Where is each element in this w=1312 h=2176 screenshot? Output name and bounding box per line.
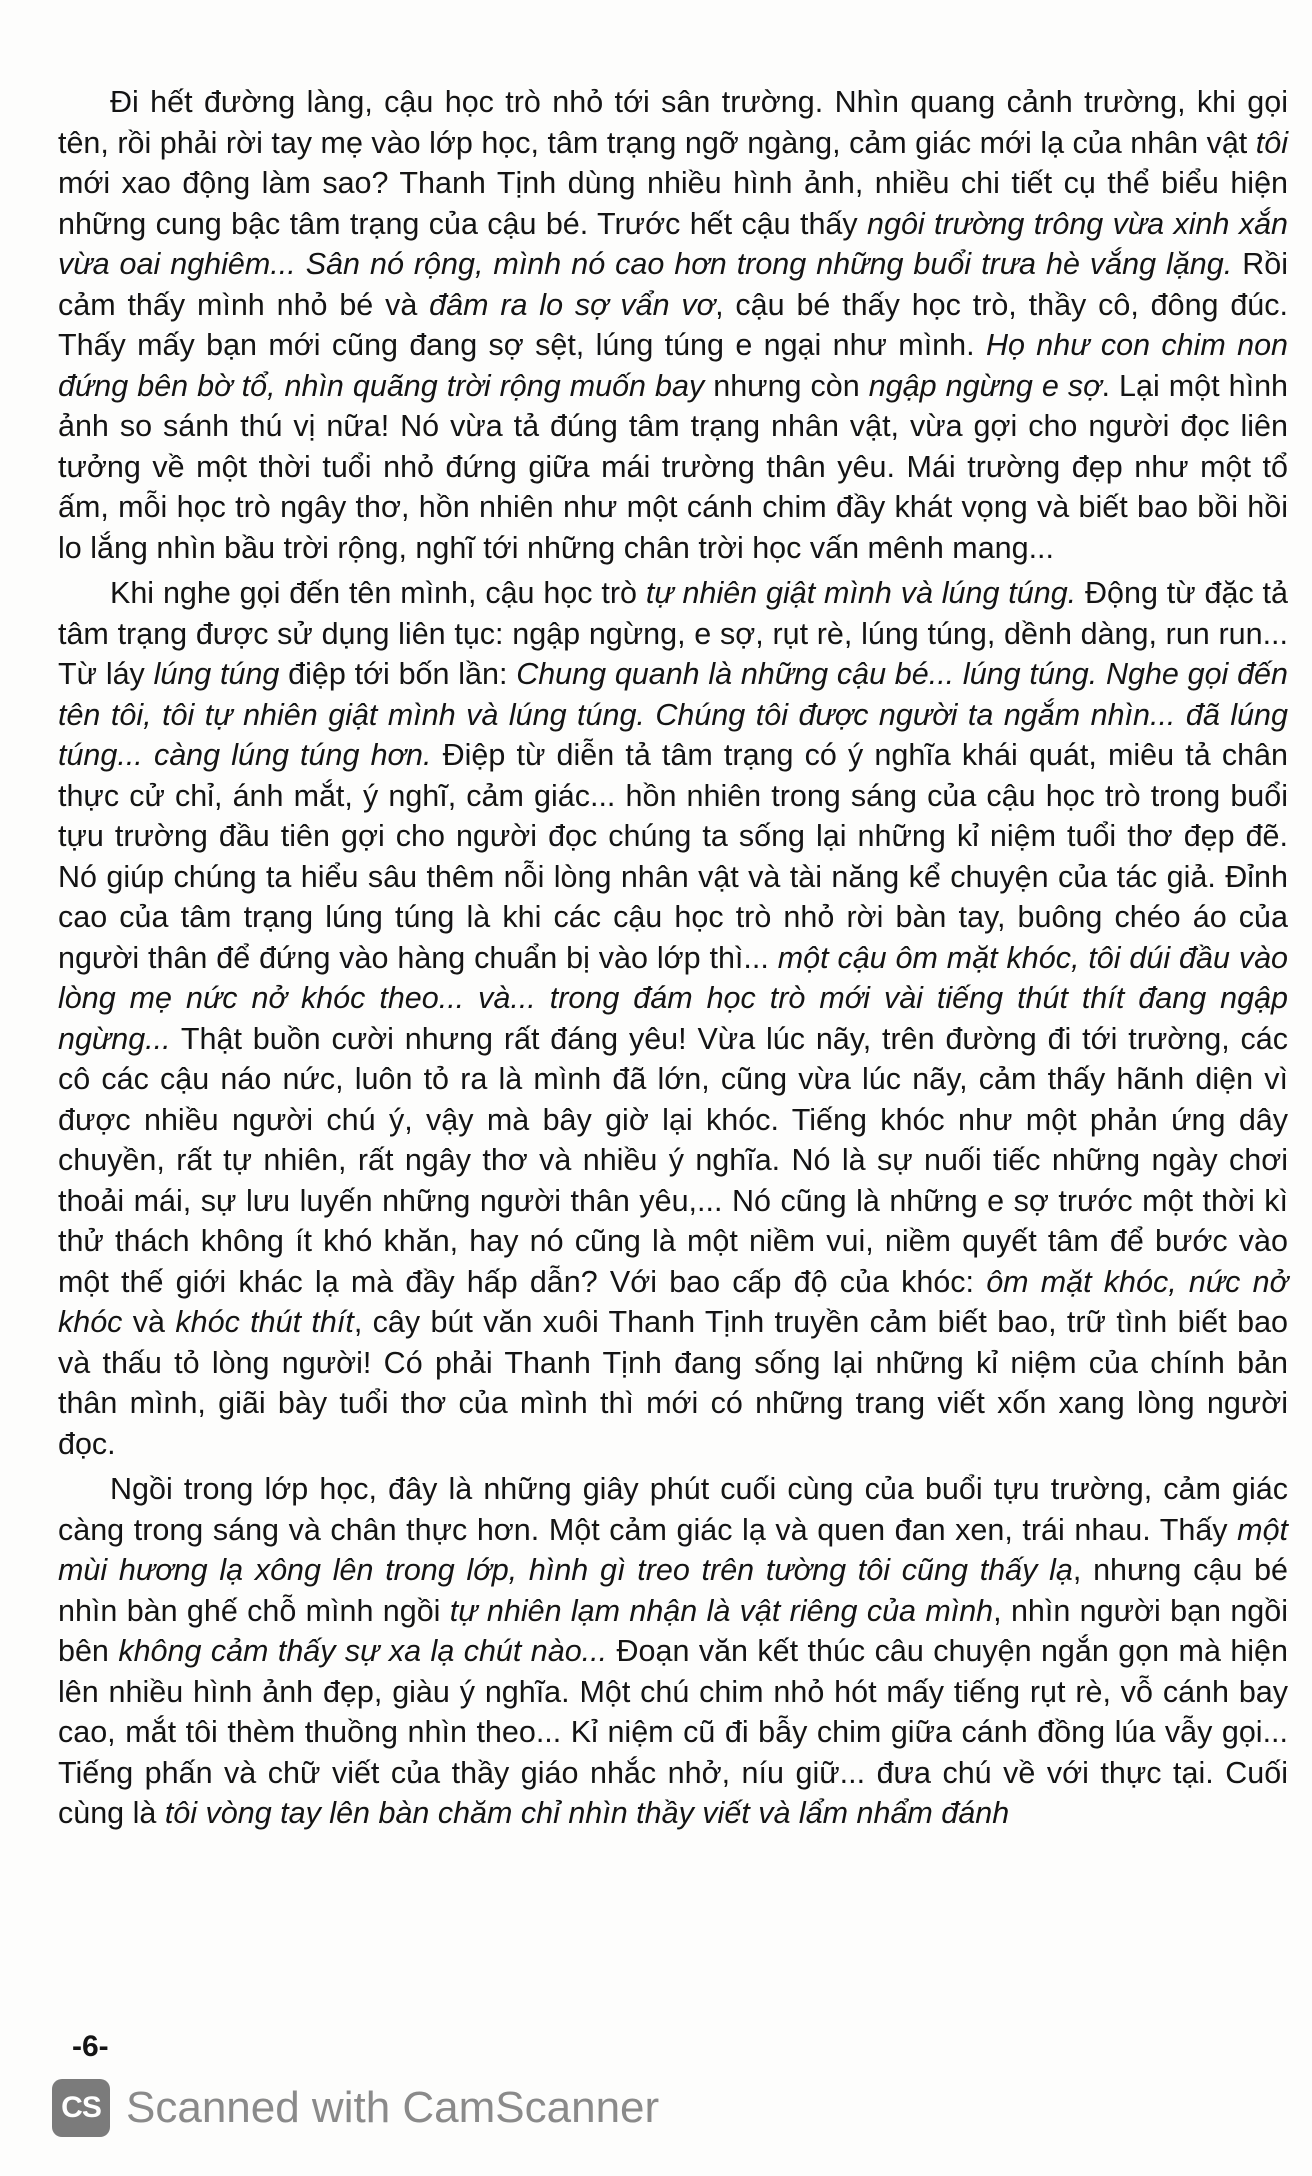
italic-quote: tự nhiên lạm nhận là vật riêng của mình (449, 1593, 994, 1628)
italic-quote: tự nhiên giật mình và lúng túng. (645, 576, 1077, 610)
italic-quote: đâm ra lo sợ vẩn vơ (429, 287, 716, 322)
text-run: , cậu bé thấy học trò, thầy cô, đông đúc. Thấy mấy bạn mới cũng đang sợ sệt, lúng túng e ngại như mình. (58, 287, 1288, 362)
watermark-text: Scanned with CamScanner (126, 2083, 660, 2132)
text-run: nhưng còn (704, 368, 869, 403)
italic-quote: ôm mặt khóc, nức nở khóc (58, 1264, 1289, 1339)
text-run: Khi nghe gọi đến tên mình, cậu học trò (110, 576, 646, 610)
page-number: -6- (72, 2030, 109, 2063)
text-run: , nhìn người bạn ngồi bên (58, 1593, 1288, 1668)
italic-quote: tôi (1255, 125, 1288, 160)
text-run: , cây bút văn xuôi Thanh Tịnh truyền cảm biết bao, trữ tình biết bao và thấu tỏ lòng người! Có phải Thanh Tịnh đang sống lại những kỉ niệm của chính bản thân mình, giãi bày tuổi thơ của mình thì mới có những trang viết xốn xang lòng người đọc. (58, 1305, 1288, 1461)
text-run: Điệp từ diễn tả tâm trạng có ý nghĩa khái quát, miêu tả chân thực cử chỉ, ánh mắt, ý nghĩ, cảm giác... hồn nhiên trong sáng của cậu học trò trong buổi tựu trường đầu tiên gợi cho người đọc chúng ta sống lại những kỉ niệm tuổi thơ đẹp đẽ. Nó giúp chúng ta hiểu sâu thêm nỗi lòng nhân vật và tài năng kể chuyện của tác giả. Đỉnh cao của tâm trạng lúng túng là khi các cậu học trò nhỏ rời bàn tay, buông chéo áo của người thân để đứng vào hàng chuẩn bị vào lớp thì... (58, 738, 1288, 975)
paragraph-1 (58, 82, 1288, 568)
text-run: Ngồi trong lớp học, đây là những giây phút cuối cùng của buổi tựu trường, cảm giác càng trong sáng và chân thực hơn. Một cảm giác lạ và quen đan xen, trái nhau. Thấy (58, 1472, 1288, 1547)
text-run: mới xao động làm sao? Thanh Tịnh dùng nhiều hình ảnh, nhiều chi tiết cụ thể biểu hiện những cung bậc tâm trạng của cậu bé. Trước hết cậu thấy (58, 166, 1288, 241)
text-run: Đi hết đường làng, cậu học trò nhỏ tới sân trường. Nhìn quang cảnh trường, khi gọi tên, rồi phải rời tay mẹ vào lớp học, tâm trạng ngỡ ngàng, cảm giác mới lạ của nhân vật (58, 85, 1288, 160)
body-text (58, 82, 1288, 1839)
italic-quote: khóc thút thít (175, 1305, 354, 1339)
italic-quote: một mùi hương lạ xông lên trong lớp, hình gì treo trên tường tôi cũng thấy lạ (58, 1512, 1288, 1587)
text-run: , nhưng cậu bé nhìn bàn ghế chỗ mình ngồi (58, 1553, 1288, 1628)
italic-quote: lúng túng (153, 657, 280, 691)
camscanner-logo-icon: CS (52, 2079, 110, 2137)
text-run: Thật buồn cười nhưng rất đáng yêu! Vừa lúc nãy, trên đường đi tới trường, các cô các cậu náo nức, luôn tỏ ra là mình đã lớn, cũng vừa lúc nãy, cảm thấy hãnh diện vì được nhiều người chú ý, vậy mà bây giờ lại khóc. Tiếng khóc như một phản ứng dây chuyền, rất tự nhiên, rất ngây thơ và nhiều ý nghĩa. Nó là sự nuối tiếc những ngày chơi thoải mái, sự lưu luyến những người thân yêu,... Nó cũng là những e sợ trước một thời kì thử thách không ít khó khăn, hay nó cũng là một niềm vui, niềm quyết tâm để bước vào một thế giới khác lạ mà đầy hấp dẫn? Với bao cấp độ của khóc: (58, 1021, 1288, 1299)
italic-quote: ngập ngừng e sợ (868, 368, 1102, 403)
text-run: Rồi cảm thấy mình nhỏ bé và (58, 247, 1288, 322)
text-run: và (122, 1305, 176, 1339)
paragraph-2 (58, 573, 1288, 1464)
italic-quote: tôi vòng tay lên bàn chăm chỉ nhìn thầy viết và lẩm nhẩm đánh (164, 1796, 1010, 1830)
italic-quote: một cậu ôm mặt khóc, tôi dúi đầu vào lòng mẹ nức nở khóc theo... và... trong đám học trò mới vài tiếng thút thít đang ngập ngừng... (58, 940, 1288, 1056)
text-run: Đoạn văn kết thúc câu chuyện ngắn gọn mà hiện lên nhiều hình ảnh đẹp, giàu ý nghĩa. Một chú chim nhỏ hót mấy tiếng rụt rè, vỗ cánh bay cao, mắt tôi thèm thuồng nhìn theo... Kỉ niệm cũ đi bẫy chim giữa cánh đồng lúa vẫy gọi... Tiếng phấn và chữ viết của thầy giáo nhắc nhở, níu giữ... đưa chú về với thực tại. Cuối cùng là (58, 1634, 1288, 1830)
camscanner-watermark (52, 2076, 659, 2140)
text-run: Động từ đặc tả tâm trạng được sử dụng liên tục: ngập ngừng, e sợ, rụt rè, lúng túng, dềnh dàng, run run... Từ láy (58, 576, 1288, 691)
italic-quote: Họ như con chim non đứng bên bờ tổ, nhìn quãng trời rộng muốn bay (58, 328, 1288, 403)
italic-quote: không cảm thấy sự xa lạ chút nào... (118, 1634, 608, 1668)
text-run: . Lại một hình ảnh so sánh thú vị nữa! Nó vừa tả đúng tâm trạng nhân vật, vừa gợi cho người đọc liên tưởng về một thời tuổi nhỏ đứng giữa mái trường thân yêu. Mái trường đẹp như một tổ ấm, mỗi học trò ngây thơ, hồn nhiên như một cánh chim đầy khát vọng và biết bao bồi hồi lo lắng nhìn bầu trời rộng, nghĩ tới những chân trời học vấn mênh mang... (58, 368, 1288, 565)
italic-quote: ngôi trường trông vừa xinh xắn vừa oai nghiêm... Sân nó rộng, mình nó cao hơn trong những buổi trưa hè vắng lặng. (58, 206, 1288, 281)
paragraph-3 (58, 1469, 1288, 1834)
text-run: điệp tới bốn lần: (279, 657, 517, 691)
italic-quote: Chung quanh là những cậu bé... lúng túng. Nghe gọi đến tên tôi, tôi tự nhiên giật mình và lúng túng. Chúng tôi được người ta ngắm nhìn... đã lúng túng... càng lúng túng hơn. (58, 657, 1288, 772)
